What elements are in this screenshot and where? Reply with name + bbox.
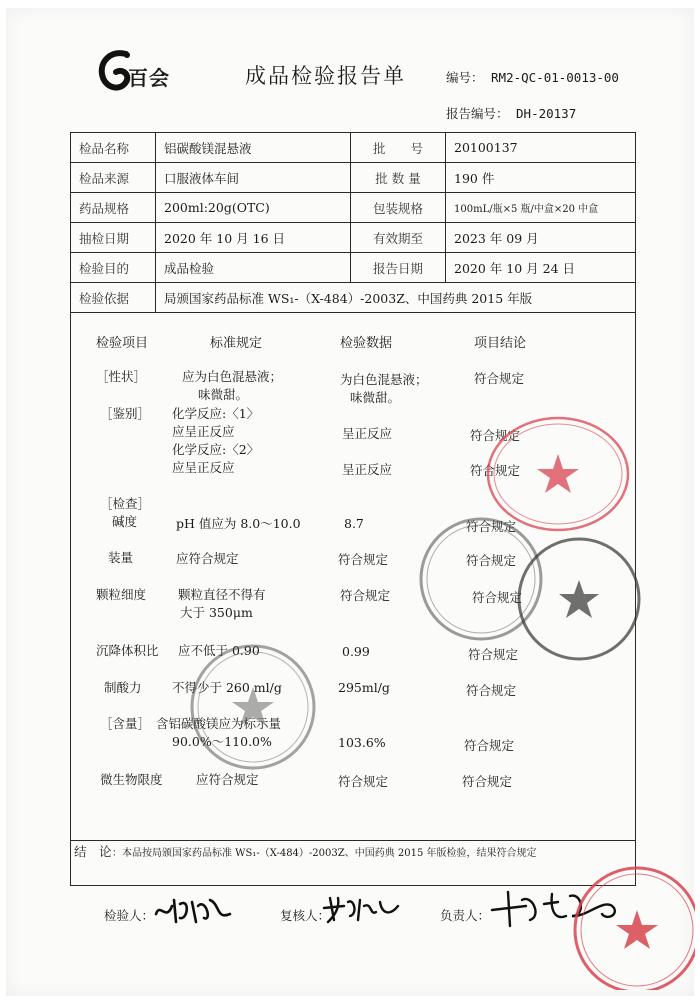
label-spec: 药品规格 [71, 193, 156, 223]
value-expiry: 2023 年 09 月 [446, 223, 636, 253]
value-product-name: 铝碳酸镁混悬液 [156, 133, 351, 163]
document-number: 编号： RM2-QC-01-0013-00 [446, 70, 619, 85]
table-row [71, 253, 636, 283]
logo-text: 百会 [128, 66, 170, 90]
concl-alkalinity: 符合规定 [466, 519, 517, 534]
std-appearance-1: 应为白色混悬液； [182, 369, 283, 384]
std-alkalinity: pH 值应为 8.0～10.0 [176, 516, 301, 531]
item-identification: ［鉴别］ [100, 406, 151, 421]
value-packaging: 100mL/瓶×5 瓶/中盒×20 中盒 [446, 193, 636, 223]
label-packaging: 包装规格 [351, 193, 446, 223]
concl-identification-2: 符合规定 [470, 463, 521, 478]
value-batch-no: 20100137 [446, 133, 636, 163]
value-purpose: 成品检验 [156, 253, 351, 283]
std-particle-size-2: 大于 350μm [180, 605, 253, 620]
concl-fill-volume: 符合规定 [466, 553, 517, 568]
item-fill-volume: 装量 [108, 550, 134, 565]
concl-microbial-limit: 符合规定 [462, 774, 513, 789]
item-appearance: ［性状］ [96, 369, 147, 384]
item-sedimentation: 沉降体积比 [96, 643, 159, 658]
item-alkalinity: 碱度 [112, 514, 138, 529]
quality-dept-seal-stamp [188, 642, 318, 772]
item-acid-neutralizing: 制酸力 [104, 680, 142, 695]
concl-acid-neutralizing: 符合规定 [466, 683, 517, 698]
inspector-label: 检验人： [104, 908, 155, 923]
std-identification-3: 化学反应:〈2〉 [172, 442, 260, 457]
inspector-signature [150, 892, 236, 928]
data-appearance-2: 味微甜。 [350, 390, 401, 405]
std-microbial-limit: 应符合规定 [196, 772, 259, 787]
std-assay-2: 90.0%～110.0% [172, 734, 272, 749]
item-microbial-limit: 微生物限度 [100, 772, 163, 787]
concl-appearance: 符合规定 [474, 371, 525, 386]
label-batch-quantity: 批 数 量 [351, 163, 446, 193]
red-corner-seal-stamp [565, 864, 695, 990]
header-data: 检验数据 [340, 336, 393, 351]
std-acid-neutralizing: 不得少于 260 ml/g [172, 680, 282, 695]
label-expiry: 有效期至 [351, 223, 446, 253]
inspection-seal-stamp [515, 536, 643, 662]
std-identification-2: 应呈正反应 [172, 424, 235, 439]
reviewer-signature [320, 892, 404, 926]
value-basis: 局颁国家药品标准 WS₁-（X-484）-2003Z、中国药典 2015 年版 [156, 283, 636, 313]
reviewer-label: 复核人： [280, 908, 331, 923]
responsible-label: 负责人： [440, 908, 491, 923]
data-microbial-limit: 符合规定 [338, 774, 389, 789]
info-table [70, 132, 636, 313]
std-appearance-2: 味微甜。 [198, 387, 249, 402]
concl-assay: 符合规定 [464, 738, 515, 753]
label-basis: 检验依据 [71, 283, 156, 313]
concl-sedimentation: 符合规定 [468, 647, 519, 662]
data-acid-neutralizing: 295ml/g [338, 680, 390, 695]
conclusion-text: ：本品按局颁国家药品标准 WS₁-（X-484）-2003Z、中国药典 2015 年版检验，结果符合规定 [112, 848, 537, 859]
table-row [71, 223, 636, 253]
data-identification-2: 呈正反应 [342, 462, 393, 477]
data-assay: 103.6% [338, 735, 386, 750]
data-identification-1: 呈正反应 [342, 426, 393, 441]
value-batch-quantity: 190 件 [446, 163, 636, 193]
concl-particle-size: 符合规定 [472, 590, 523, 605]
table-row [71, 163, 636, 193]
label-product-name: 检品名称 [71, 133, 156, 163]
std-identification-4: 应呈正反应 [172, 460, 235, 475]
data-particle-size: 符合规定 [340, 588, 391, 603]
page-title: 成品检验报告单 [245, 64, 406, 88]
header-item: 检验项目 [96, 336, 149, 351]
value-sampling-date: 2020 年 10 月 16 日 [156, 223, 351, 253]
conclusion-label: 结 论 [74, 844, 112, 859]
header-conclusion: 项目结论 [474, 336, 527, 351]
label-batch-no: 批 号 [351, 133, 446, 163]
table-row [71, 283, 636, 313]
header-standard: 标准规定 [210, 336, 263, 351]
value-report-date: 2020 年 10 月 24 日 [446, 253, 636, 283]
data-appearance-1: 为白色混悬液； [340, 372, 428, 387]
table-row [71, 133, 636, 163]
company-logo [96, 48, 192, 98]
data-sedimentation: 0.99 [342, 644, 370, 659]
concl-identification-1: 符合规定 [470, 428, 521, 443]
data-fill-volume: 符合规定 [338, 552, 389, 567]
label-sampling-date: 抽检日期 [71, 223, 156, 253]
table-row [71, 193, 636, 223]
std-particle-size-1: 颗粒直径不得有 [178, 587, 266, 602]
label-report-date: 报告日期 [351, 253, 446, 283]
std-identification-1: 化学反应:〈1〉 [172, 406, 260, 421]
label-source: 检品来源 [71, 163, 156, 193]
report-number: 报告编号： DH-20137 [446, 106, 577, 121]
item-particle-size: 颗粒细度 [96, 587, 147, 602]
std-fill-volume: 应符合规定 [176, 551, 239, 566]
conclusion-divider [70, 840, 636, 841]
data-alkalinity: 8.7 [344, 516, 364, 531]
std-assay-1: 含铝碳酸镁应为标示量 [156, 716, 282, 731]
label-purpose: 检验目的 [71, 253, 156, 283]
std-sedimentation: 应不低于 0.90 [178, 643, 260, 658]
item-inspection: ［检查］ [100, 496, 151, 511]
item-assay: ［含量］ [100, 716, 151, 731]
value-spec: 200ml:20g(OTC) [156, 193, 351, 223]
value-source: 口服液体车间 [156, 163, 351, 193]
